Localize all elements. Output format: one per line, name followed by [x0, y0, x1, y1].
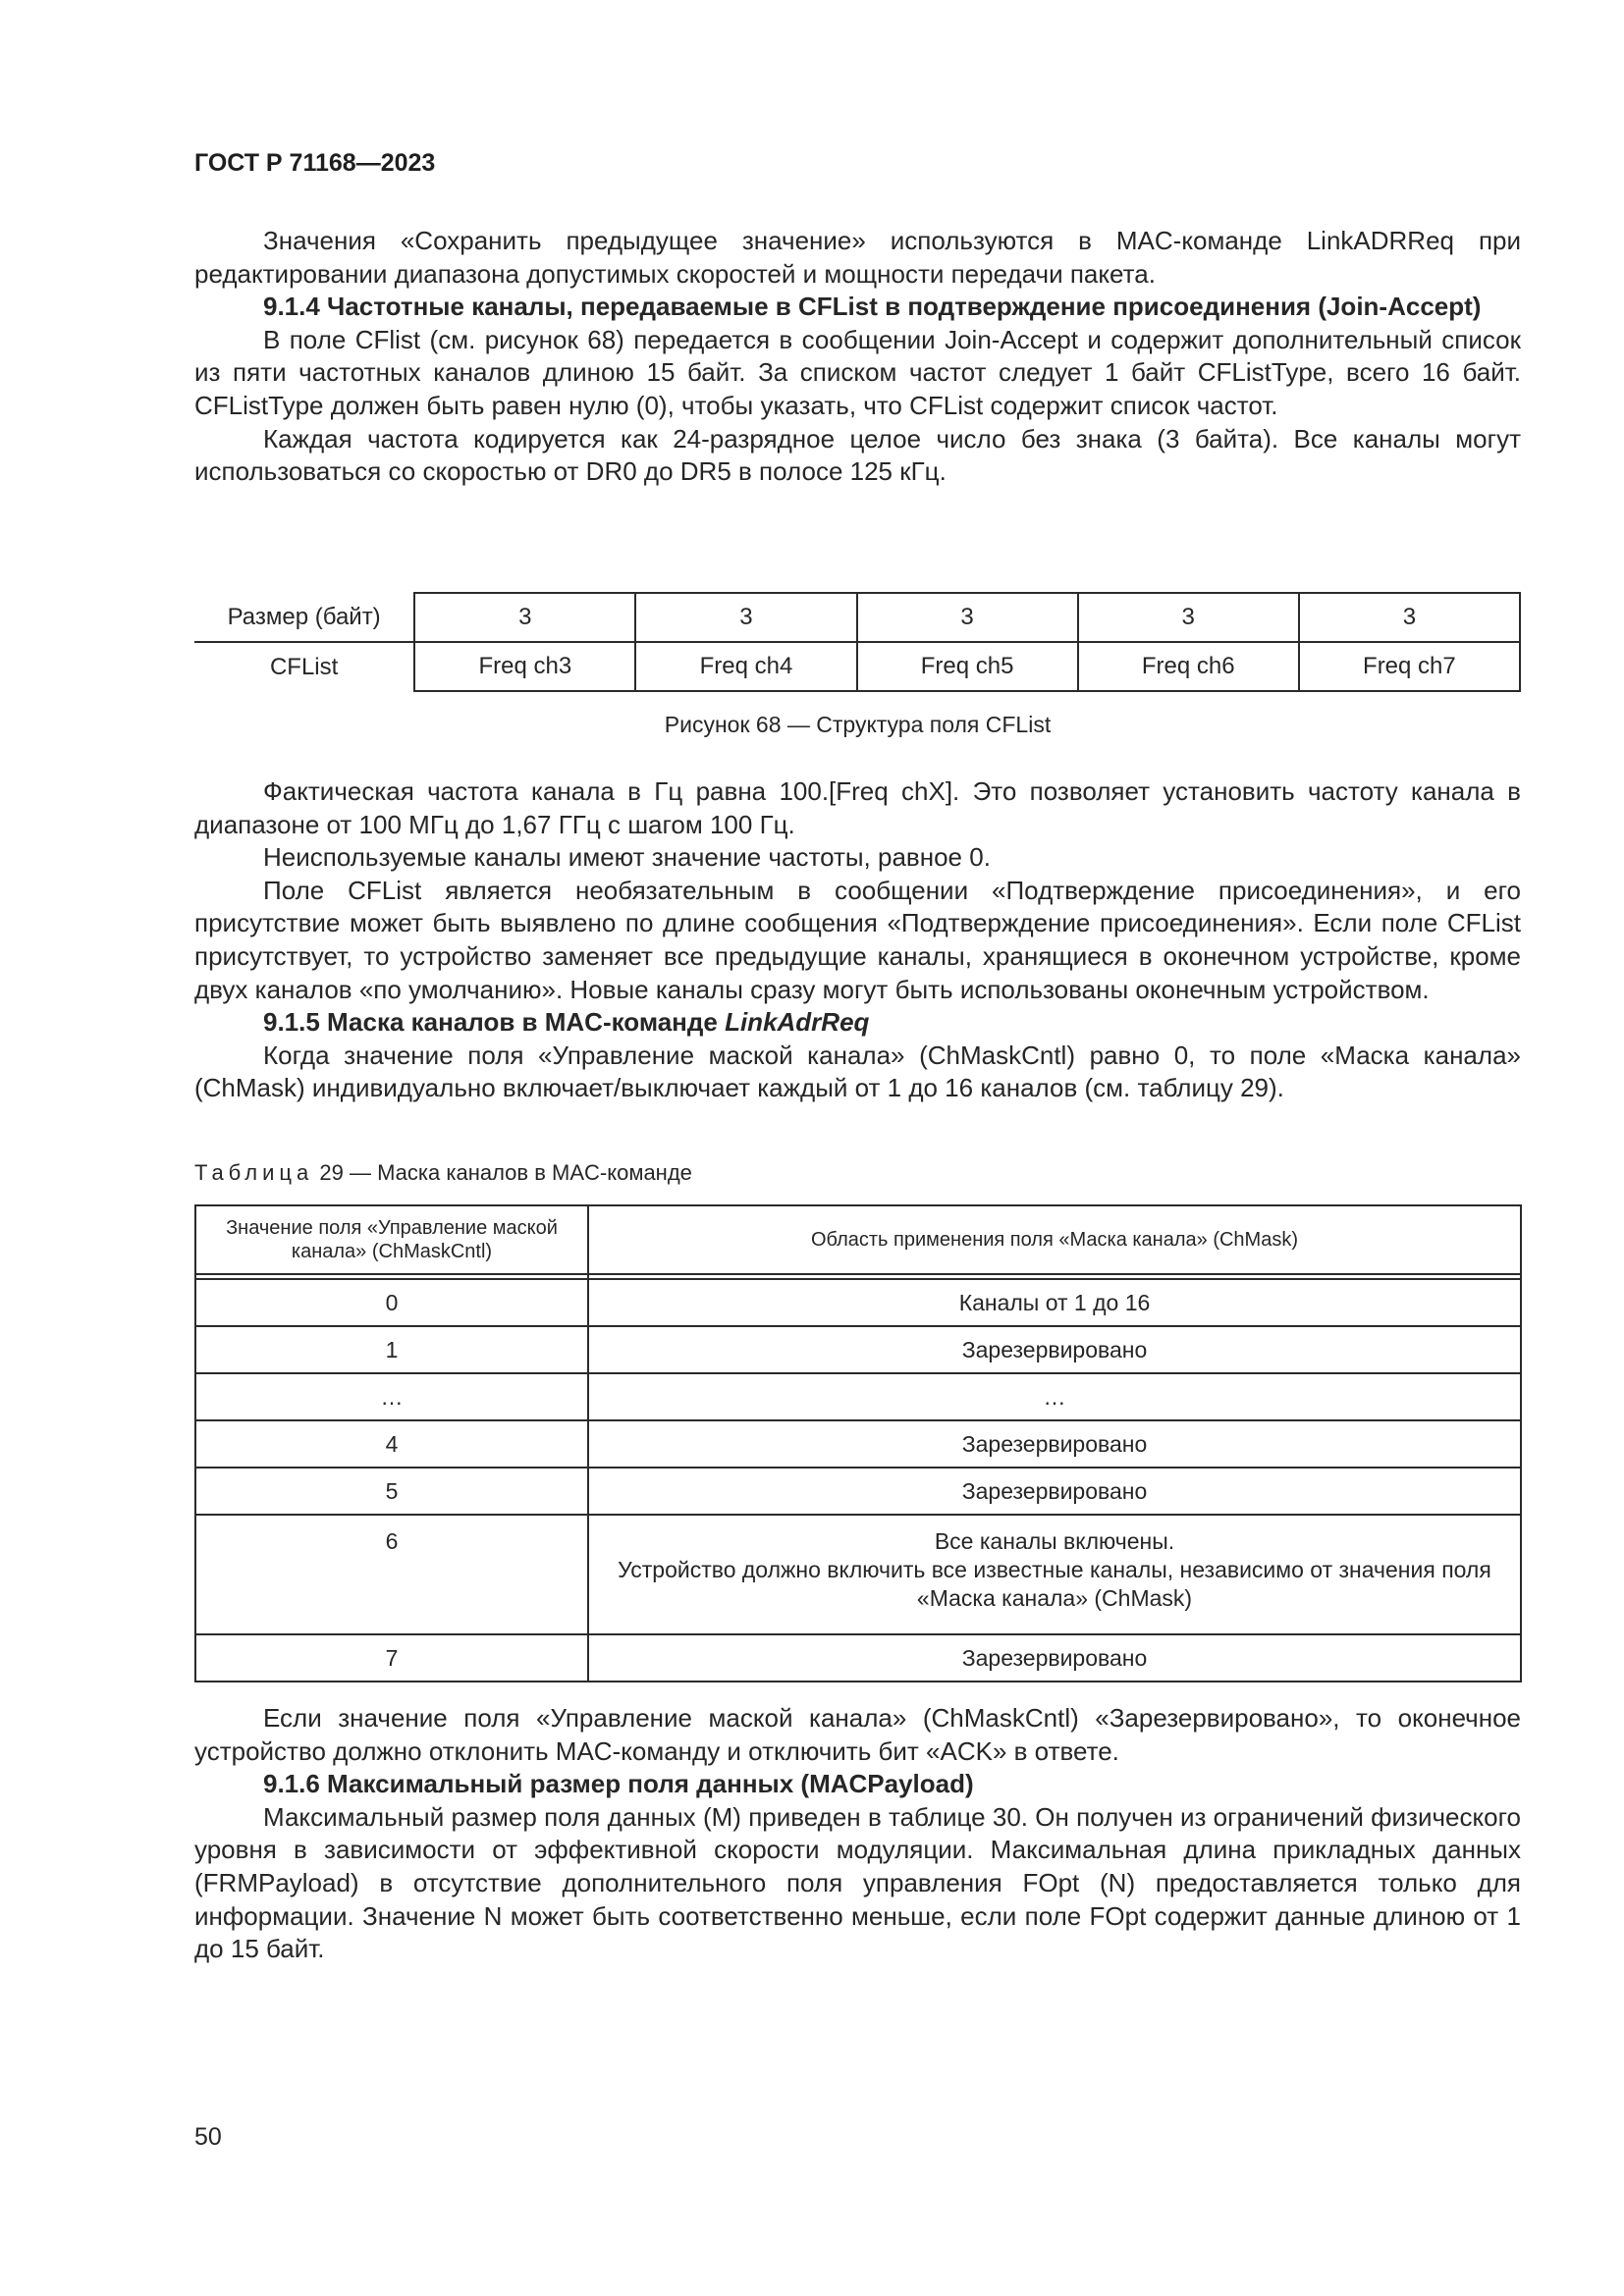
paragraph: Когда значение поля «Управление маской канала» (ChMaskCntl) равно 0, то поле «Маска канала» (ChMask) индивидуально включает/выключает каждый от 1 до 16 каналов (см. таблицу 29). [194, 1040, 1521, 1103]
figure-row-label: CFList [269, 653, 339, 680]
table-cell-desc: Зарезервировано [588, 1468, 1521, 1515]
table-row [195, 1515, 1521, 1634]
table-caption-text: 29 — Маска каналов в MAC-команде [319, 1160, 692, 1185]
table-cell-value: 6 [195, 1515, 588, 1634]
table-row [195, 1279, 1521, 1326]
paragraph: Значения «Сохранить предыдущее значение» используются в MAC-команде LinkADRReq при редактировании диапазона допустимых скоростей и мощности передачи пакета. [194, 226, 1521, 289]
table-cell-desc: Каналы от 1 до 16 [588, 1279, 1521, 1326]
figure-caption: Рисунок 68 — Структура поля CFList [664, 712, 1052, 737]
figure-cell: 3 [857, 593, 1078, 642]
paragraph: Максимальный размер поля данных (M) приведен в таблице 30. Он получен из ограничений физического уровня в зависимости от эффективной скорости модуляции. Максимальная длина прикладных данных (FRMPayload) в отсутствие дополнительного поля управления FOpt (N) предоставляется только для информации. Значение N может быть соответственно меньше, если поле FOpt содержит данные длиною от 1 до 15 байт. [194, 1801, 1521, 1964]
table-cell-value: 4 [195, 1420, 588, 1468]
figure-cell: Freq ch6 [1078, 642, 1299, 691]
figure-cell: Freq ch4 [635, 642, 856, 691]
figure-cell: 3 [1299, 593, 1520, 642]
paragraph: Поле CFList является необязательным в сообщении «Подтверждение присоединения», и его присутствие может быть выявлено по длине сообщения «Подтверждение присоединения». Если поле CFList присутствует, то устройство заменяет все предыдущие каналы, хранящиеся в оконечном устройстве, кроме двух каналов «по умолчанию». Новые каналы сразу могут быть использованы оконечным устройством. [194, 875, 1521, 1004]
table-cell-value: 7 [195, 1634, 588, 1682]
table-cell-value: 5 [195, 1468, 588, 1515]
figure-cell: Freq ch3 [414, 642, 635, 691]
section-b [194, 775, 1521, 1105]
table-row [195, 1634, 1521, 1682]
section-c [194, 1702, 1521, 1966]
table-caption-word: Таблица [194, 1160, 314, 1185]
table-cell-line: Все каналы включены. [934, 1528, 1175, 1554]
table-cell-desc: Зарезервировано [588, 1420, 1521, 1468]
heading-9-1-4: 9.1.4 Частотные каналы, передаваемые в CFList в подтверждение присоединения (Join-Accept) [263, 292, 1482, 322]
table-caption [194, 1160, 692, 1186]
heading-text: 9.1.5 Маска каналов в MAC-команде [263, 1007, 726, 1038]
heading-italic: LinkAdrReq [725, 1007, 870, 1038]
table-29-channel-mask [194, 1204, 1522, 1682]
table-cell-desc: … [588, 1373, 1521, 1420]
heading-9-1-5 [194, 1006, 1521, 1040]
paragraph: Фактическая частота канала в Гц равна 100.[Freq chX]. Это позволяет установить частоту канала в диапазоне от 100 МГц до 1,67 ГГц с шагом 100 Гц. [194, 776, 1521, 839]
figure-cell: 3 [1078, 593, 1299, 642]
table-row [195, 1373, 1521, 1420]
paragraph: Если значение поля «Управление маской канала» (ChMaskCntl) «Зарезервировано», то оконечное устройство должно отклонить MAC-команду и отключить бит «ACK» в ответе. [194, 1703, 1521, 1766]
table-row [195, 1420, 1521, 1468]
table-header-cell: Область применения поля «Маска канала» (ChMask) [588, 1205, 1521, 1274]
figure-cell: 3 [414, 593, 635, 642]
section-a [194, 225, 1521, 489]
table-cell-desc: Зарезервировано [588, 1634, 1521, 1682]
table-row [195, 1468, 1521, 1515]
figure-cell: Freq ch7 [1299, 642, 1520, 691]
heading-9-1-6: 9.1.6 Максимальный размер поля данных (MACPayload) [263, 1769, 974, 1799]
table-cell-line: Устройство должно включить все известные каналы, независимо от значения поля «Маска канала» (ChMask) [618, 1557, 1491, 1611]
paragraph: Каждая частота кодируется как 24-разрядное целое число без знака (3 байта). Все каналы могут использоваться со скоростью от DR0 до DR5 в полосе 125 кГц. [194, 423, 1521, 487]
figure-cell: Freq ch5 [857, 642, 1078, 691]
paragraph: В поле CFlist (см. рисунок 68) передается в сообщении Join-Accept и содержит дополнительный список из пяти частотных каналов длиною 15 байт. За списком частот следует 1 байт CFListType, всего 16 байт. CFListType должен быть равен нулю (0), чтобы указать, что CFList содержит список частот. [194, 324, 1521, 420]
paragraph: Неиспользуемые каналы имеют значение частоты, равное 0. [263, 842, 991, 873]
table-header-cell: Значение поля «Управление маской канала» (ChMaskCntl) [195, 1205, 588, 1274]
table-cell-value: 0 [195, 1279, 588, 1326]
figure-68-cflist-structure [194, 592, 1521, 695]
document-header: ГОСТ Р 71168—2023 [194, 149, 436, 177]
table-cell-value: … [195, 1373, 588, 1420]
table-cell-desc [588, 1515, 1521, 1634]
figure-row-label: Размер (байт) [194, 593, 414, 642]
table-row [195, 1326, 1521, 1373]
page-number: 50 [194, 2123, 222, 2151]
figure-cell: 3 [635, 593, 856, 642]
table-cell-value: 1 [195, 1326, 588, 1373]
table-cell-desc: Зарезервировано [588, 1326, 1521, 1373]
